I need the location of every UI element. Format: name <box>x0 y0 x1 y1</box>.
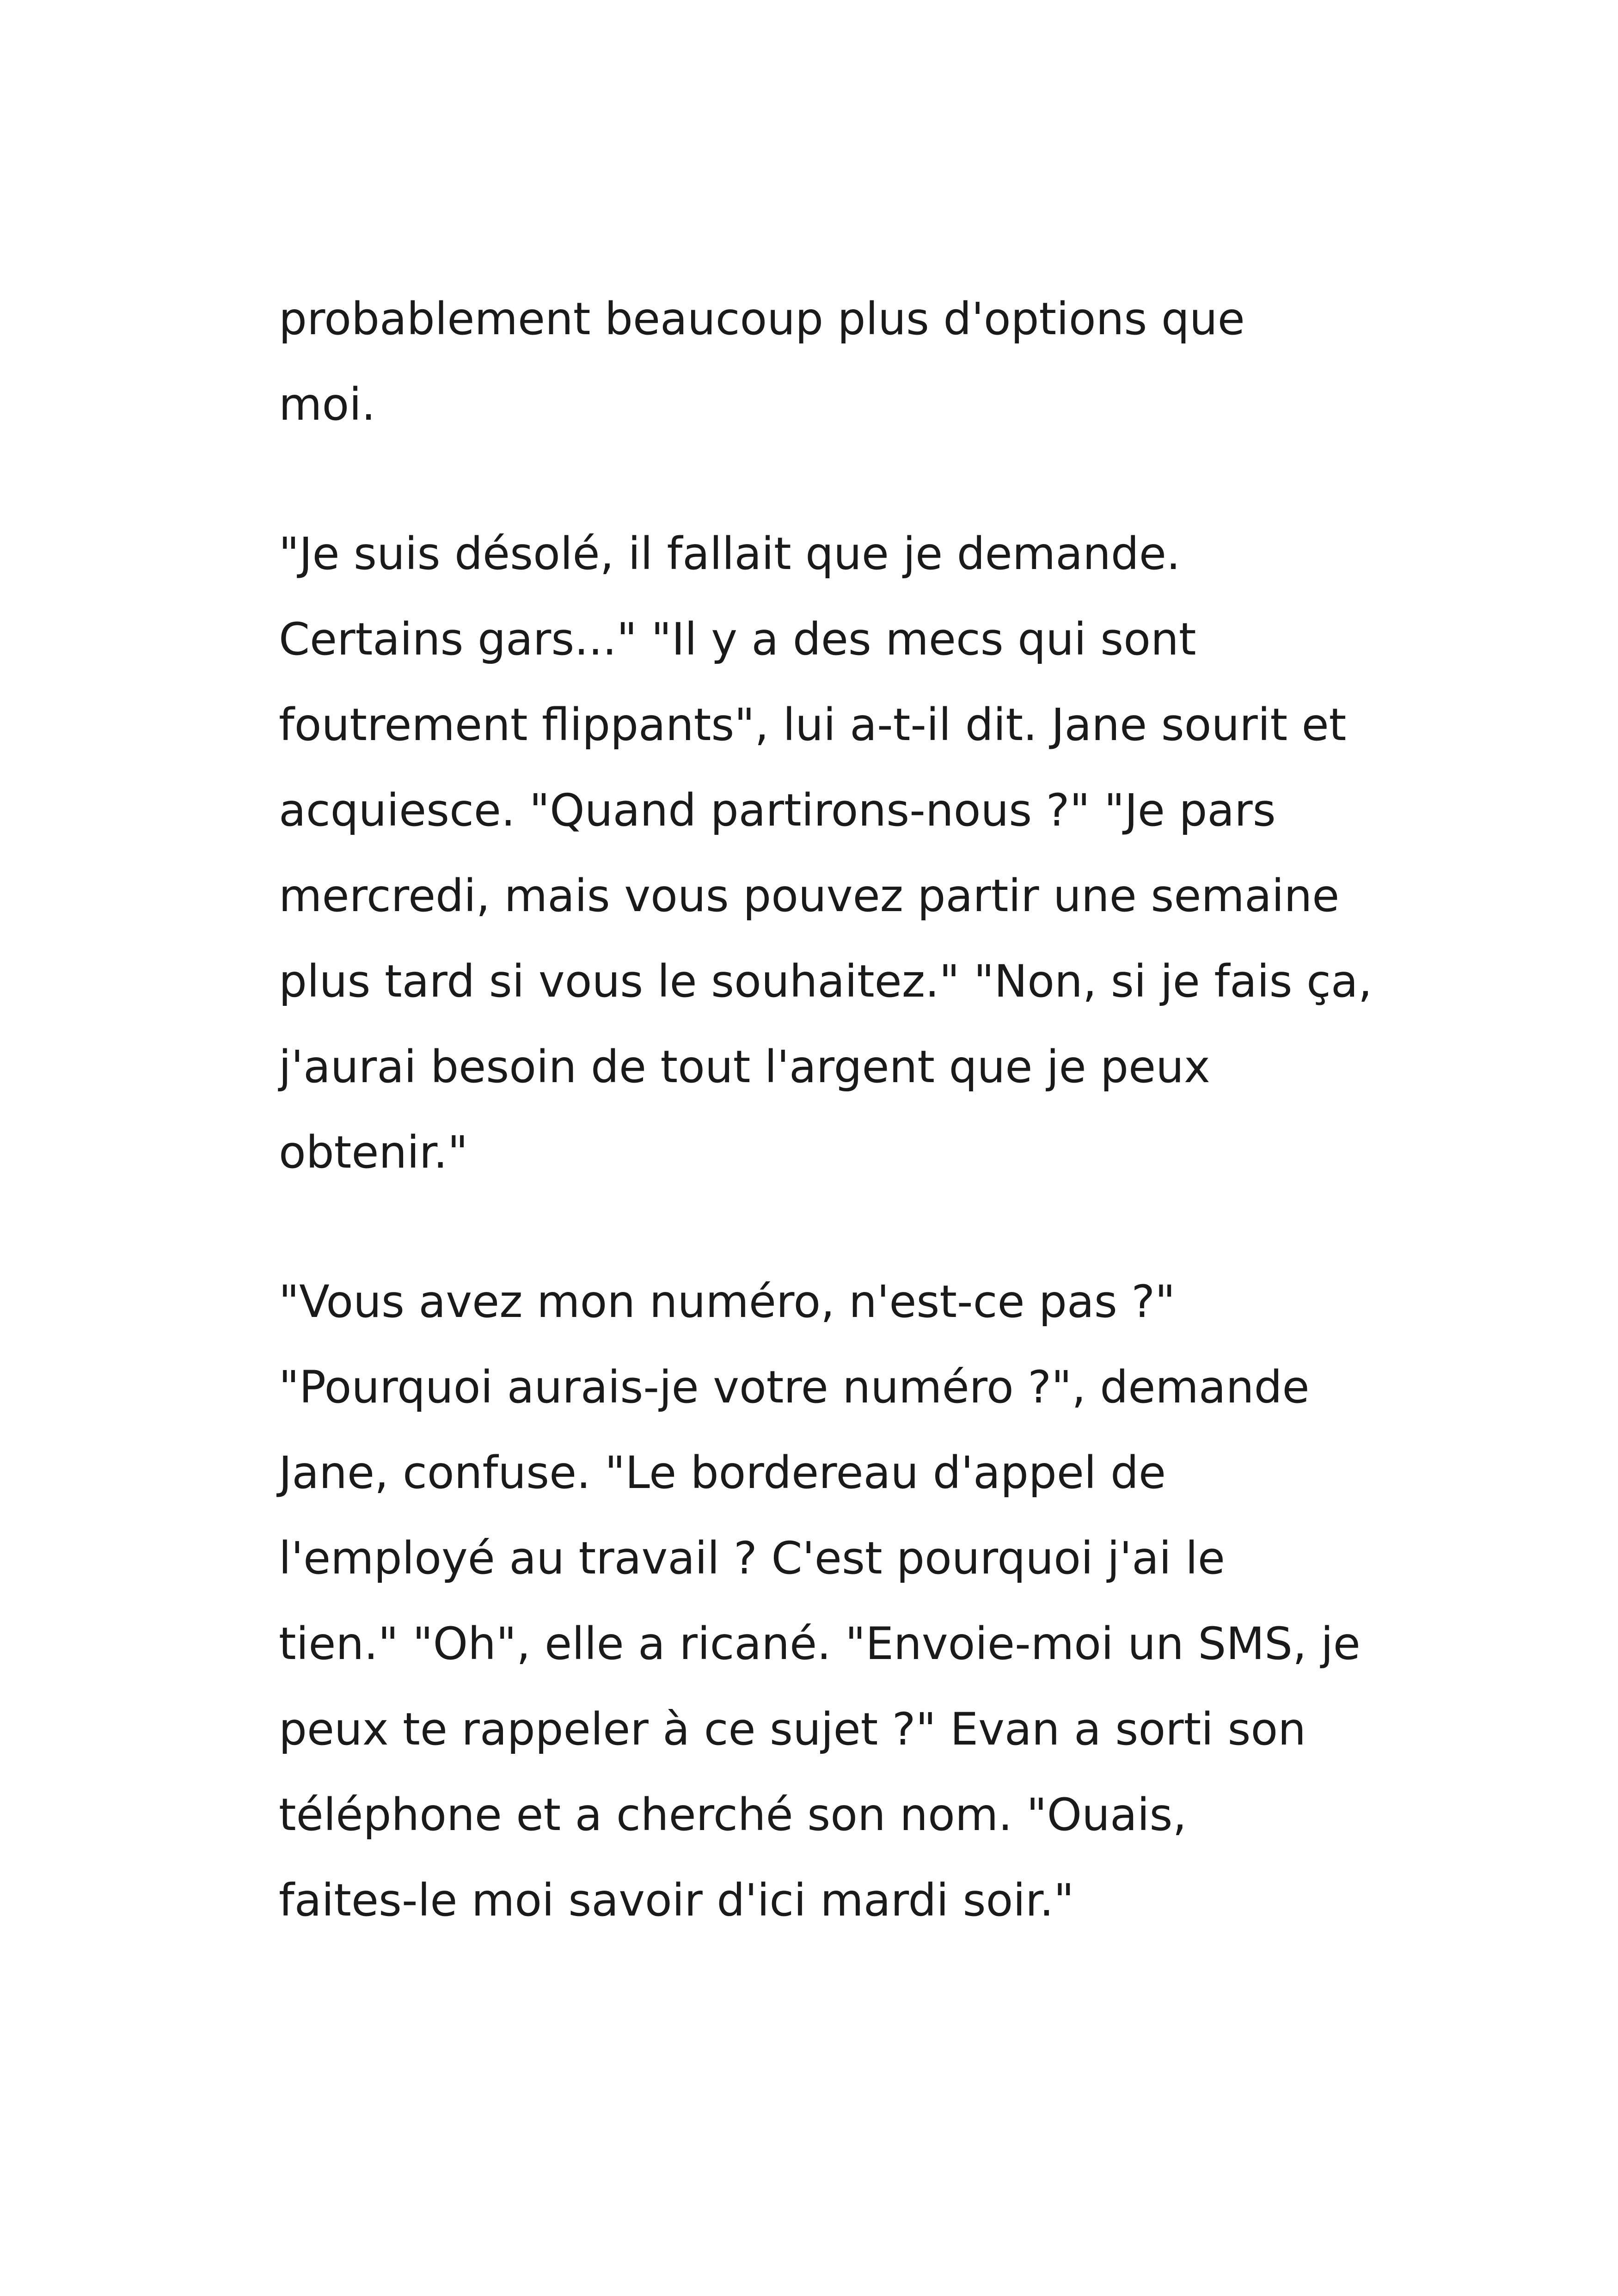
body-text <box>279 276 1379 2007</box>
text-line: probablement beaucoup plus d'options que <box>279 293 1245 345</box>
text-line: foutrement flippants", lui a-t-il dit. Jane sourit et <box>279 699 1347 751</box>
text-line: Certains gars..." "Il y a des mecs qui sont <box>279 613 1196 665</box>
paragraph-1 <box>279 276 1379 447</box>
text-line: l'employé au travail ? C'est pourquoi j'ai le <box>279 1532 1225 1584</box>
text-line: faites-le moi savoir d'ici mardi soir." <box>279 1874 1074 1926</box>
text-line: mercredi, mais vous pouvez partir une semaine <box>279 870 1340 922</box>
text-line: "Je suis désolé, il fallait que je demande. <box>279 528 1181 580</box>
paragraph-2 <box>279 511 1379 1195</box>
text-line: "Pourquoi aurais-je votre numéro ?", demande <box>279 1361 1310 1413</box>
text-line: tien." "Oh", elle a ricané. "Envoie-moi un SMS, je <box>279 1618 1361 1670</box>
text-line: obtenir." <box>279 1127 468 1178</box>
text-line: Jane, confuse. "Le bordereau d'appel de <box>279 1447 1166 1499</box>
paragraph-3 <box>279 1259 1379 1943</box>
text-line: moi. <box>279 379 376 430</box>
text-line: "Vous avez mon numéro, n'est-ce pas ?" <box>279 1276 1176 1328</box>
text-line: j'aurai besoin de tout l'argent que je peux <box>279 1041 1210 1093</box>
text-line: peux te rappeler à ce sujet ?" Evan a sorti son <box>279 1703 1306 1755</box>
text-line: plus tard si vous le souhaitez." "Non, si je fais ça, <box>279 955 1373 1007</box>
text-line: acquiesce. "Quand partirons-nous ?" "Je pars <box>279 784 1276 836</box>
text-line: téléphone et a cherché son nom. "Ouais, <box>279 1789 1187 1841</box>
